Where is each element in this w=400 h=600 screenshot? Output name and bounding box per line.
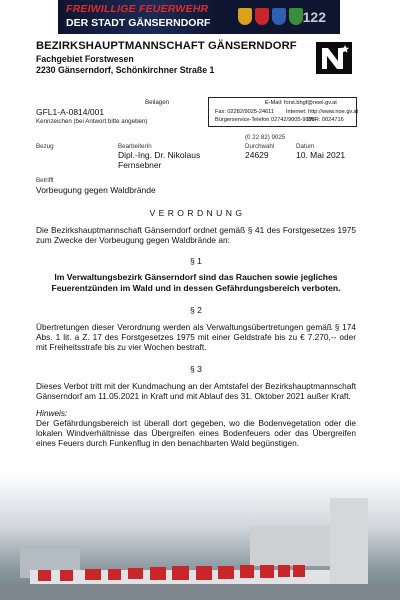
coat-of-arms-group — [238, 8, 303, 25]
fire-department-banner — [58, 0, 340, 34]
coat-of-arms-icon — [272, 8, 286, 25]
hint-text: Der Gefährdungsbereich ist überall dort gegeben, wo die Bodenvegetation oder die lokalen Windverhältnisse das Übergreifen eines Bodenfeuers oder das Übergreifen eines Feuers durch Funkenflug in den benachbarten Wald begünstigen. — [36, 418, 356, 448]
banner-subtitle: DER STADT GÄNSERNDORF — [66, 17, 211, 29]
contact-email: E-Mail: forst.bhgf@noel.gv.at — [265, 100, 337, 106]
station-building — [250, 526, 330, 566]
fire-truck — [196, 566, 212, 580]
contact-dvr: DVR: 0024716 — [307, 117, 344, 123]
fire-truck — [108, 569, 121, 580]
subject-label: Betrifft — [36, 177, 54, 184]
intro-paragraph: Die Bezirkshauptmannschaft Gänserndorf ordnet gemäß § 41 des Forstgesetzes 1975 zum Zwecke der Vorbeugung gegen Waldbrände an: — [36, 225, 356, 245]
contact-service-phone: Bürgerservice-Telefon 02742/9005-9005 — [215, 117, 315, 123]
station-yard — [0, 584, 400, 600]
authority-address: 2230 Gänserndorf, Schönkirchner Straße 1 — [36, 65, 215, 75]
fire-truck — [278, 565, 290, 577]
officer-name-line1: Dipl.-Ing. Dr. Nikolaus — [118, 150, 201, 160]
fire-truck — [150, 567, 166, 580]
coat-of-arms-icon — [289, 8, 303, 25]
section-3-text: Dieses Verbot tritt mit der Kundmachung an der Amtstafel der Bezirkshauptmannschaft Gänserndorf am 11.05.2021 in Kraft und mit Ablauf des 31. Oktober 2021 außer Kraft. — [36, 381, 356, 401]
fire-truck — [128, 568, 143, 579]
contact-fax: Fax: 02282/9025-24611 — [215, 109, 274, 115]
fire-truck — [60, 570, 73, 581]
coat-of-arms-icon — [255, 8, 269, 25]
fire-truck — [85, 569, 101, 580]
section-3-heading: § 3 — [190, 364, 202, 374]
department-name: Fachgebiet Forstwesen — [36, 54, 134, 64]
noe-logo-icon — [316, 42, 352, 74]
fire-truck — [38, 570, 51, 581]
reference-note: Kennzeichen (bei Antwort bitte angeben) — [36, 118, 148, 125]
fire-truck — [172, 566, 189, 580]
fire-truck — [293, 565, 305, 577]
section-2-heading: § 2 — [190, 305, 202, 315]
extension-value: 24629 — [245, 150, 269, 160]
banner-title: FREIWILLIGE FEUERWEHR — [66, 3, 209, 15]
section-2-text: Übertretungen dieser Verordnung werden als Verwaltungsübertretungen gemäß § 174 Abs. 1 lit. a Z. 17 des Forstgesetzes 1975 mit einer Geldstrafe bis zu € 7.270,-- oder mit Freiheitsstrafe bis zu vier Wochen bestraft. — [36, 322, 356, 352]
banner-number: 122 — [302, 9, 326, 25]
coat-of-arms-icon — [238, 8, 252, 25]
contact-box — [208, 97, 357, 127]
extension-label: Durchwahl — [245, 143, 275, 150]
date-label: Datum — [296, 143, 315, 150]
contact-internet: Internet: http://www.noe.gv.at — [286, 109, 359, 115]
phone-prefix-label: (0 22 82) 9025 — [245, 134, 286, 141]
fire-truck — [218, 566, 234, 579]
subject-ref-label: Bezug — [36, 143, 54, 150]
section-1-heading: § 1 — [190, 256, 202, 266]
document-heading: V E R O R D N U N G — [149, 208, 243, 218]
officer-label: BearbeiterIn — [118, 143, 152, 150]
section-1-text: Im Verwaltungsbezirk Gänserndorf sind das Rauchen sowie jegliches Feuerentzünden im Wald und in dessen Gefährdungsbereich verboten. — [51, 272, 341, 293]
officer-name-line2: Fernsebner — [118, 160, 162, 170]
attachments-label: Beilagen — [145, 99, 170, 106]
fire-station-photo — [0, 470, 400, 600]
date-value: 10. Mai 2021 — [296, 150, 346, 160]
fire-truck — [260, 565, 274, 578]
subject-text: Vorbeugung gegen Waldbrände — [36, 185, 156, 195]
authority-title: BEZIRKSHAUPTMANNSCHAFT GÄNSERNDORF — [36, 40, 297, 52]
hint-label: Hinweis: — [36, 408, 68, 418]
reference-number: GFL1-A-0814/001 — [36, 107, 105, 117]
fire-truck — [240, 565, 254, 578]
